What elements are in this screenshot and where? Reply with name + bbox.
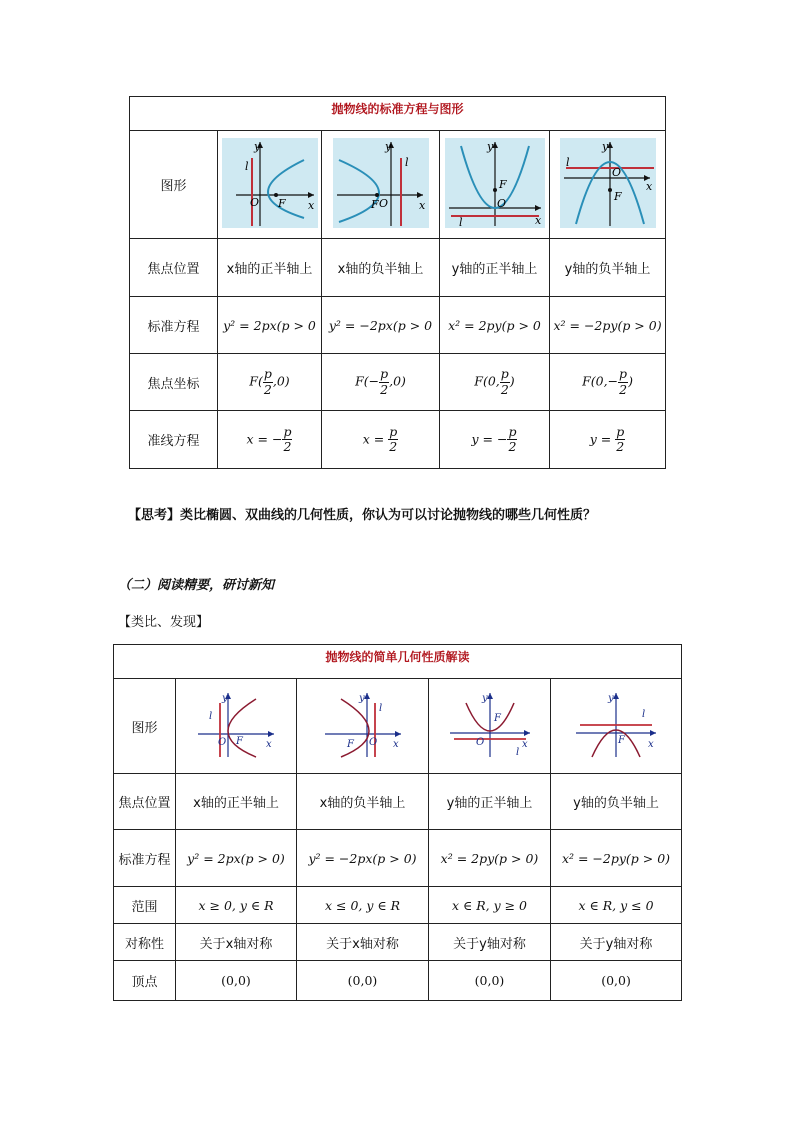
svg-text:x: x (307, 198, 314, 212)
row-label-graph: 图形 (130, 131, 218, 239)
svg-text:O: O (218, 737, 227, 748)
table2-title (114, 645, 682, 679)
svg-text:F: F (277, 196, 286, 210)
t2-std-equation-3: x² = 2py(p > 0) (429, 830, 551, 887)
graph-cell-up (440, 131, 550, 239)
focus-coord-2: F(− $\frac{p}{2}$ ,0) (322, 354, 440, 411)
standard-equation-table (129, 96, 666, 469)
svg-text:O: O (378, 196, 388, 210)
svg-text:x: x (266, 739, 272, 750)
svg-text:F: F (346, 739, 354, 750)
focus-coord-1: F( $\frac{p}{2}$ ,0) (218, 354, 322, 411)
directrix-2: x = $\frac{p}{2}$ (322, 411, 440, 469)
svg-text:O: O (249, 195, 259, 209)
svg-text:l: l (378, 703, 382, 714)
focus-position-3: y轴的正半轴上 (440, 239, 550, 297)
t2-symmetry-2: 关于x轴对称 (297, 924, 429, 961)
parabola-right-graph (222, 138, 318, 228)
svg-text:O: O (475, 737, 484, 748)
t2-row-label-focus-position: 焦点位置 (114, 774, 176, 830)
t2-symmetry-1: 关于x轴对称 (176, 924, 297, 961)
section2-subheading: 【类比、发现】 (118, 615, 210, 630)
svg-text:y: y (222, 693, 228, 704)
t2-vertex-2: (0,0) (297, 961, 429, 1001)
svg-text:l: l (642, 709, 646, 720)
parabola-up-graph (445, 138, 545, 228)
svg-text:F: F (370, 197, 379, 211)
std-equation-1: y² = 2px(p > 0 (218, 297, 322, 354)
svg-text:O: O (496, 196, 506, 210)
svg-text:F: F (236, 736, 243, 747)
t2-parabola-up-graph (446, 689, 534, 759)
t2-range-2: x ≤ 0, y ∈ R (297, 887, 429, 924)
t2-parabola-right-graph (194, 689, 278, 759)
parabola-left-graph (333, 138, 429, 228)
t2-row-label-graph: 图形 (114, 679, 176, 774)
t2-std-equation-1: y² = 2px(p > 0) (176, 830, 297, 887)
svg-text:x: x (521, 739, 528, 750)
svg-text:l: l (458, 215, 463, 228)
parabola-down-graph (560, 138, 656, 228)
svg-text:x: x (645, 179, 652, 193)
svg-text:O: O (611, 165, 621, 179)
t2-vertex-3: (0,0) (429, 961, 551, 1001)
svg-text:l: l (244, 159, 249, 173)
t2-graph-cell-left (297, 679, 429, 774)
row-label-directrix: 准线方程 (130, 411, 218, 469)
graph-cell-down (550, 131, 666, 239)
think-text: 类比椭圆、双曲线的几何性质，你认为可以讨论抛物线的哪些几何性质？ (180, 508, 597, 523)
svg-text:x: x (534, 213, 541, 227)
geometric-properties-table (113, 644, 682, 1001)
t2-range-1: x ≥ 0, y ∈ R (176, 887, 297, 924)
svg-text:l: l (565, 155, 570, 169)
t2-row-label-vertex: 顶点 (114, 961, 176, 1001)
row-label-focus-position: 焦点位置 (130, 239, 218, 297)
svg-text:l: l (404, 155, 409, 169)
t2-vertex-1: (0,0) (176, 961, 297, 1001)
svg-text:x: x (418, 198, 425, 212)
svg-text:x: x (648, 739, 654, 750)
svg-text:x: x (392, 739, 399, 750)
svg-text:y: y (608, 693, 614, 704)
t2-graph-cell-down (551, 679, 682, 774)
svg-text:F: F (493, 713, 501, 724)
table2-title-text: 抛物线的简单几何性质解读 (325, 650, 470, 664)
focus-position-4: y轴的负半轴上 (550, 239, 666, 297)
t2-range-4: x ∈ R, y ≤ 0 (551, 887, 682, 924)
section2-heading: （二）阅读精要，研讨新知 (118, 578, 275, 593)
t2-std-equation-2: y² = −2px(p > 0) (297, 830, 429, 887)
svg-text:l: l (515, 747, 519, 758)
t2-parabola-down-graph (572, 689, 660, 759)
table1-title (130, 97, 666, 131)
focus-coord-4: F(0,− $\frac{p}{2}$ ) (550, 354, 666, 411)
graph-cell-right (218, 131, 322, 239)
std-equation-3: x² = 2py(p > 0 (440, 297, 550, 354)
row-label-std-equation: 标准方程 (130, 297, 218, 354)
think-label: 【思考】 (128, 508, 181, 523)
svg-text:y: y (486, 139, 493, 153)
svg-text:y: y (601, 139, 608, 153)
table1-title-text: 抛物线的标准方程与图形 (331, 102, 464, 116)
graph-cell-left (322, 131, 440, 239)
t2-range-3: x ∈ R, y ≥ 0 (429, 887, 551, 924)
think-paragraph (128, 504, 596, 523)
std-equation-4: x² = −2py(p > 0) (550, 297, 666, 354)
t2-focus-position-1: x轴的正半轴上 (176, 774, 297, 830)
focus-coord-3: F(0, $\frac{p}{2}$ ) (440, 354, 550, 411)
t2-symmetry-3: 关于y轴对称 (429, 924, 551, 961)
svg-text:y: y (481, 693, 488, 704)
t2-focus-position-3: y轴的正半轴上 (429, 774, 551, 830)
row-label-focus-coord: 焦点坐标 (130, 354, 218, 411)
t2-focus-position-4: y轴的负半轴上 (551, 774, 682, 830)
t2-vertex-4: (0,0) (551, 961, 682, 1001)
svg-text:l: l (209, 711, 213, 722)
directrix-3: y = − $\frac{p}{2}$ (440, 411, 550, 469)
svg-text:F: F (498, 177, 507, 191)
focus-position-1: x轴的正半轴上 (218, 239, 322, 297)
svg-text:F: F (613, 189, 622, 203)
svg-text:y: y (384, 139, 391, 153)
t2-row-label-std-equation: 标准方程 (114, 830, 176, 887)
t2-row-label-symmetry: 对称性 (114, 924, 176, 961)
focus-position-2: x轴的负半轴上 (322, 239, 440, 297)
svg-text:y: y (358, 693, 365, 704)
t2-graph-cell-up (429, 679, 551, 774)
directrix-1: x = − $\frac{p}{2}$ (218, 411, 322, 469)
t2-graph-cell-right (176, 679, 297, 774)
svg-text:F: F (618, 735, 625, 746)
t2-parabola-left-graph (321, 689, 405, 759)
directrix-4: y = $\frac{p}{2}$ (550, 411, 666, 469)
t2-std-equation-4: x² = −2py(p > 0) (551, 830, 682, 887)
t2-focus-position-2: x轴的负半轴上 (297, 774, 429, 830)
t2-symmetry-4: 关于y轴对称 (551, 924, 682, 961)
std-equation-2: y² = −2px(p > 0 (322, 297, 440, 354)
t2-row-label-range: 范围 (114, 887, 176, 924)
svg-text:O: O (368, 737, 377, 748)
svg-text:y: y (253, 139, 260, 153)
